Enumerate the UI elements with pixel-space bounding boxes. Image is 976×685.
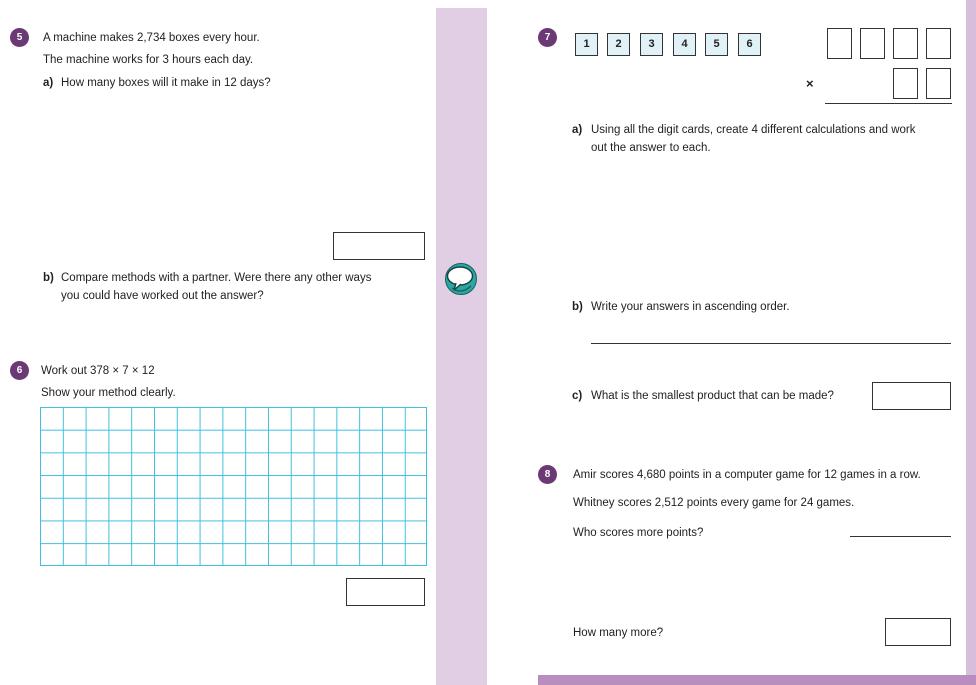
speech-bubble-icon — [444, 262, 478, 296]
q7c-label: c) — [572, 390, 583, 402]
question-8-badge: 8 — [538, 465, 557, 484]
q7a-question-line-2: out the answer to each. — [591, 142, 711, 154]
q6-line-1: Work out 378 × 7 × 12 — [41, 365, 155, 377]
multiplicand-digit-box-4[interactable] — [926, 28, 951, 59]
q8-who-answer-line[interactable] — [850, 536, 951, 537]
q5b-label: b) — [43, 272, 54, 284]
digit-card-3: 3 — [640, 33, 663, 56]
q6-line-2: Show your method clearly. — [41, 387, 176, 399]
digit-card-4: 4 — [673, 33, 696, 56]
q5-line-2: The machine works for 3 hours each day. — [43, 54, 254, 66]
question-6-badge: 6 — [10, 361, 29, 380]
q5a-question: How many boxes will it make in 12 days? — [61, 77, 271, 89]
q8-question-how-many: How many more? — [573, 627, 664, 639]
q7c-answer-box[interactable] — [872, 382, 951, 410]
multiplicand-digit-box-1[interactable] — [827, 28, 852, 59]
question-5-badge: 5 — [10, 28, 29, 47]
multiplicand-digit-box-2[interactable] — [860, 28, 885, 59]
q8-line-1: Amir scores 4,680 points in a computer game for 12 games in a row. — [573, 469, 921, 481]
right-edge-band — [966, 0, 976, 685]
q5a-label: a) — [43, 77, 54, 89]
q7a-label: a) — [572, 124, 583, 136]
multiplier-digit-box-1[interactable] — [893, 68, 918, 99]
q5a-answer-box[interactable] — [333, 232, 425, 260]
multiply-sign: × — [806, 76, 814, 91]
bottom-strip — [538, 675, 976, 685]
q5-line-1: A machine makes 2,734 boxes every hour. — [43, 32, 260, 44]
product-line — [825, 103, 952, 104]
multiplicand-digit-box-3[interactable] — [893, 28, 918, 59]
digit-card-6: 6 — [738, 33, 761, 56]
q7b-label: b) — [572, 301, 583, 313]
center-band — [436, 8, 487, 685]
q7b-question: Write your answers in ascending order. — [591, 301, 790, 313]
q8-answer-box[interactable] — [885, 618, 951, 646]
multiplier-digit-box-2[interactable] — [926, 68, 951, 99]
q7b-answer-line[interactable] — [591, 343, 951, 344]
digit-card-1: 1 — [575, 33, 598, 56]
digit-card-2: 2 — [607, 33, 630, 56]
q8-line-2: Whitney scores 2,512 points every game for 24 games. — [573, 497, 855, 509]
q7a-question-line-1: Using all the digit cards, create 4 different calculations and work — [591, 124, 916, 136]
question-7-badge: 7 — [538, 28, 557, 47]
q8-question-who: Who scores more points? — [573, 527, 704, 539]
q5b-question-line-1: Compare methods with a partner. Were there any other ways — [61, 272, 372, 284]
q7c-question: What is the smallest product that can be made? — [591, 390, 834, 402]
q6-answer-box[interactable] — [346, 578, 425, 606]
digit-card-5: 5 — [705, 33, 728, 56]
q5b-question-line-2: you could have worked out the answer? — [61, 290, 264, 302]
working-grid[interactable] — [40, 407, 427, 566]
